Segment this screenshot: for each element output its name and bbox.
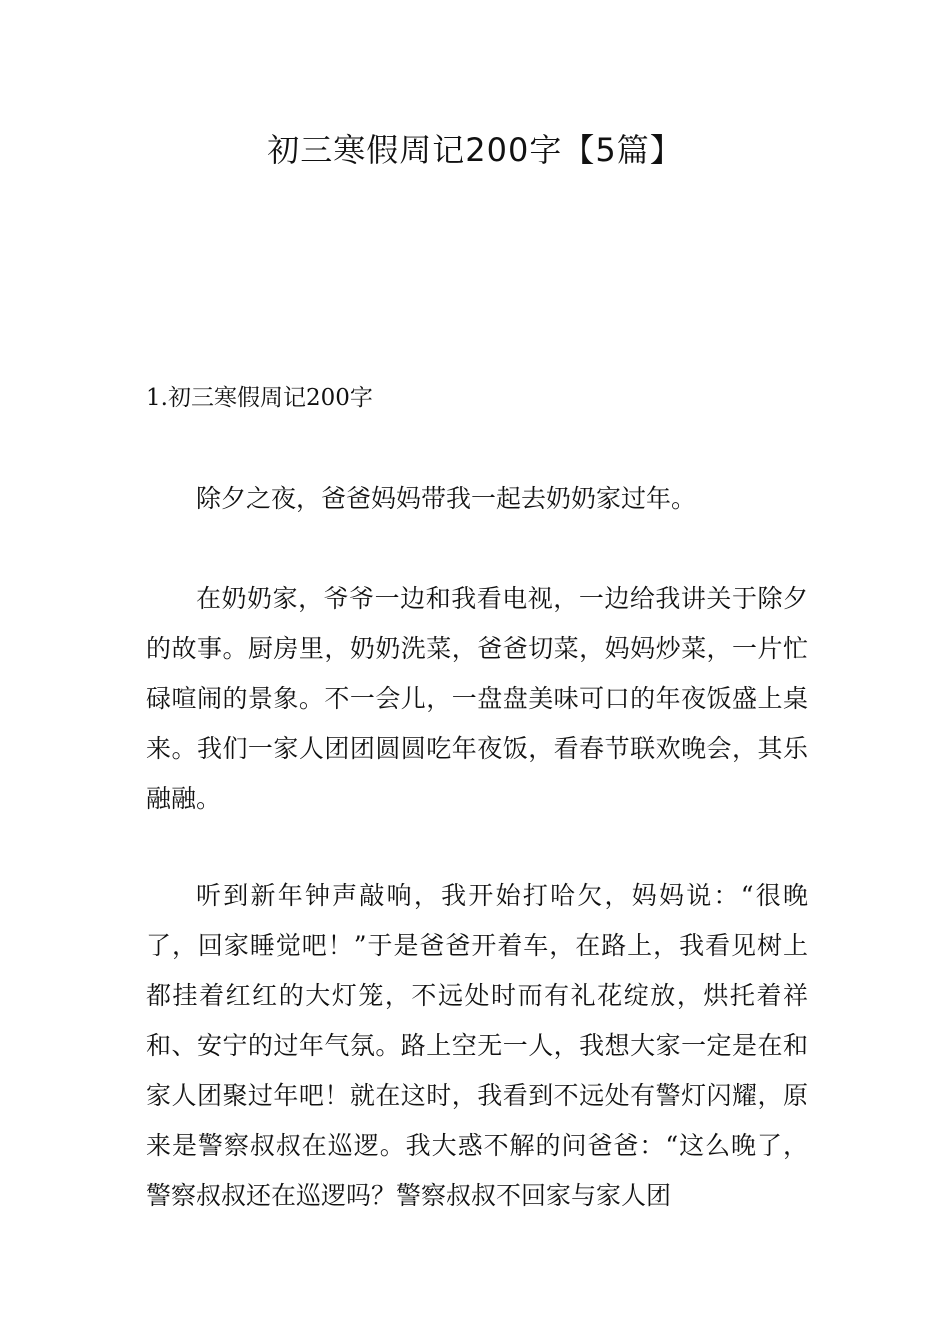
- paragraph-3: 听到新年钟声敲响，我开始打哈欠，妈妈说：“很晚了，回家睡觉吧！”于是爸爸开着车，在路上，我看见树上都挂着红红的大灯笼，不远处时而有礼花绽放，烘托着祥和、安宁的过年气氛。路上空无一人，我想大家一定是在和家人团聚过年吧！就在这时，我看到不远处有警灯闪耀，原来是警察叔叔在巡逻。我大惑不解的问爸爸：“这么晚了，警察叔叔还在巡逻吗？警察叔叔不回家与家人团: [146, 881, 808, 1210]
- section-heading: 1.初三寒假周记200字: [146, 385, 373, 411]
- paragraph-1: 除夕之夜，爸爸妈妈带我一起去奶奶家过年。: [196, 484, 697, 513]
- paragraph-2: 在奶奶家，爷爷一边和我看电视，一边给我讲关于除夕的故事。厨房里，奶奶洗菜，爸爸切菜，妈妈炒菜，一片忙碌喧闹的景象。不一会儿，一盘盘美味可口的年夜饭盛上桌来。我们一家人团团圆圆吃年夜饭，看春节联欢晚会，其乐融融。: [146, 584, 808, 813]
- document-title: 初三寒假周记200字【5篇】: [267, 131, 683, 169]
